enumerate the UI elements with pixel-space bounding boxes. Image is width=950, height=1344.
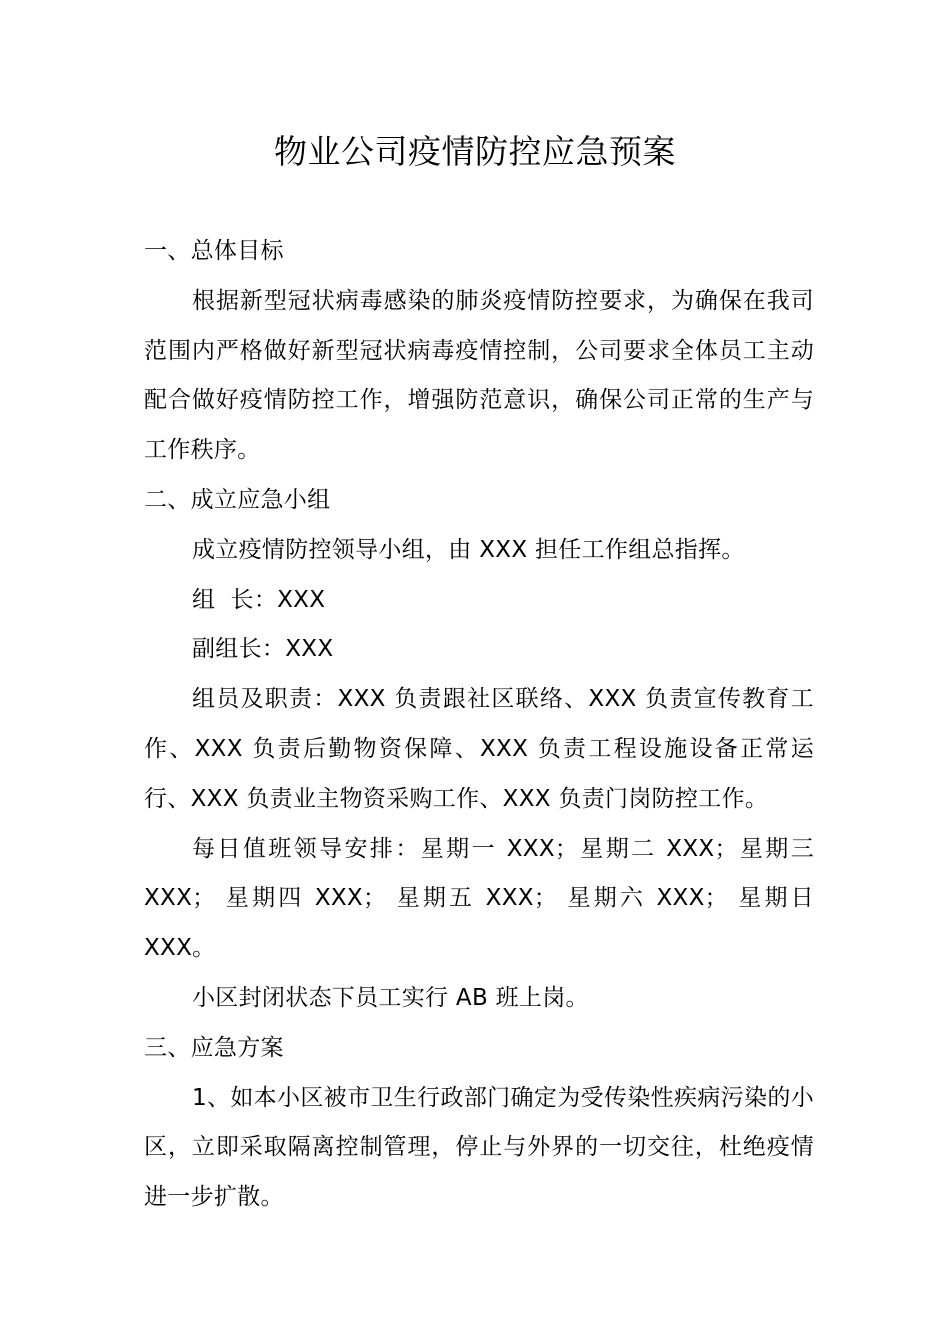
section-heading-team: 二、成立应急小组 bbox=[144, 486, 331, 513]
paragraph-duty-schedule: 每日值班领导安排：星期一 XXX；星期二 XXX；星期三 XXX； 星期四 XXX； 星期五 XXX； 星期六 XXX； 星期日 XXX。 bbox=[144, 835, 814, 962]
paragraph-team-lead: 成立疫情防控领导小组，由 XXX 担任工作组总指挥。 bbox=[192, 536, 745, 563]
section-heading-goal: 一、总体目标 bbox=[144, 238, 284, 264]
paragraph-plan-1: 1、如本小区被市卫生行政部门确定为受传染性疾病污染的小区，立即采取隔离控制管理，停止与外界的一切交往，杜绝疫情进一步扩散。 bbox=[144, 1084, 814, 1211]
paragraph-leader: 组 长：XXX bbox=[192, 586, 326, 613]
paragraph-shifts: 小区封闭状态下员工实行 AB 班上岗。 bbox=[192, 984, 589, 1011]
document-body bbox=[144, 227, 814, 1223]
paragraph-goal: 根据新型冠状病毒感染的肺炎疫情防控要求，为确保在我司范围内严格做好新型冠状病毒疫情控制，公司要求全体员工主动配合做好疫情防控工作，增强防范意识，确保公司正常的生产与工作秩序。 bbox=[144, 287, 814, 464]
paragraph-members: 组员及职责：XXX 负责跟社区联络、XXX 负责宣传教育工作、XXX 负责后勤物资保障、XXX 负责工程设施设备正常运行、XXX 负责业主物资采购工作、XXX 负责门岗防控工作。 bbox=[144, 686, 814, 812]
document-title: 物业公司疫情防控应急预案 bbox=[274, 132, 676, 171]
paragraph-deputy: 副组长：XXX bbox=[192, 636, 334, 663]
section-heading-plan: 三、应急方案 bbox=[144, 1034, 284, 1061]
